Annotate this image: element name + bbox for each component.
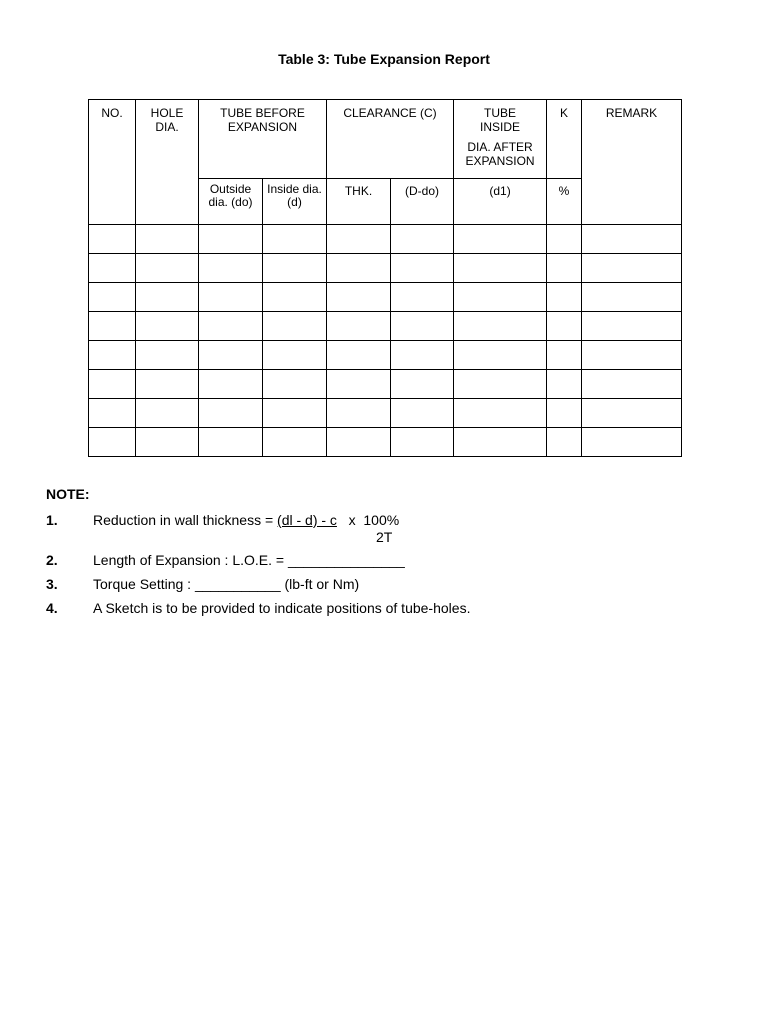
note-number: 2. (46, 552, 58, 568)
table-cell (547, 341, 582, 370)
table-cell (454, 341, 547, 370)
note-item (46, 552, 726, 576)
note-number: 3. (46, 576, 58, 592)
table-row (89, 312, 682, 341)
table-cell (136, 399, 199, 428)
subheader-percent: % (547, 179, 582, 225)
table-cell (136, 370, 199, 399)
notes-section (46, 486, 726, 624)
table-cell (547, 428, 582, 457)
table-cell (199, 370, 263, 399)
note-text (93, 512, 400, 545)
subheader-thk: THK. (327, 179, 391, 225)
table-cell (327, 341, 391, 370)
table-cell (454, 283, 547, 312)
tube-expansion-table (88, 99, 682, 457)
table-cell (454, 254, 547, 283)
table-cell (263, 341, 327, 370)
table-cell (263, 312, 327, 341)
formula-numerator: (dl - d) - c (277, 512, 337, 528)
subheader-inside-dia: Inside dia. (d) (263, 179, 327, 225)
table-cell (199, 283, 263, 312)
table-cell (391, 254, 454, 283)
table-cell (89, 428, 136, 457)
table-cell (89, 225, 136, 254)
table-cell (89, 370, 136, 399)
table-cell (454, 312, 547, 341)
table-row (89, 225, 682, 254)
table-cell (136, 341, 199, 370)
subheader-outside-dia: Outside dia. (do) (199, 179, 263, 225)
table-cell (327, 283, 391, 312)
table-cell (391, 428, 454, 457)
table-cell (327, 370, 391, 399)
table-cell (263, 283, 327, 312)
table-cell (199, 312, 263, 341)
table-cell (547, 254, 582, 283)
table-cell (89, 283, 136, 312)
table-cell (89, 254, 136, 283)
table-cell (391, 225, 454, 254)
table-cell (454, 225, 547, 254)
table-row (89, 254, 682, 283)
table-cell (89, 341, 136, 370)
header-k: K (547, 100, 582, 179)
table-cell (263, 254, 327, 283)
table-cell (547, 225, 582, 254)
table-cell (582, 370, 682, 399)
header-remark: REMARK (582, 100, 682, 225)
note-item (46, 512, 726, 552)
table-row (89, 341, 682, 370)
table-cell (136, 283, 199, 312)
table-cell (263, 428, 327, 457)
table-cell (391, 341, 454, 370)
note-text: Torque Setting : ___________ (lb-ft or Nm) (93, 576, 360, 592)
table-cell (454, 370, 547, 399)
header-hole-dia: HOLE DIA. (136, 100, 199, 179)
table-cell (89, 399, 136, 428)
table-cell (582, 341, 682, 370)
table-row (89, 428, 682, 457)
table-cell (263, 399, 327, 428)
table-cell (199, 225, 263, 254)
table-cell (327, 225, 391, 254)
table-cell (89, 312, 136, 341)
table-row (89, 370, 682, 399)
table-cell (547, 283, 582, 312)
subheader-d1: (d1) (454, 179, 547, 225)
header-no: NO. (89, 100, 136, 225)
table-cell (547, 370, 582, 399)
formula-tail: x 100% (336, 512, 400, 528)
table-cell (582, 225, 682, 254)
table-cell (582, 254, 682, 283)
formula-lead: Reduction in wall thickness = (93, 512, 278, 528)
table-cell (136, 254, 199, 283)
table-cell (136, 428, 199, 457)
table-cell (327, 428, 391, 457)
page-title: Table 3: Tube Expansion Report (278, 51, 490, 67)
table-cell (547, 399, 582, 428)
table-cell (199, 428, 263, 457)
header-tube-before: TUBE BEFORE EXPANSION (199, 100, 327, 179)
table-cell (327, 399, 391, 428)
table-cell (327, 254, 391, 283)
note-text: Length of Expansion : L.O.E. = _______________ (93, 552, 405, 568)
table-cell (582, 312, 682, 341)
table-cell (582, 283, 682, 312)
table-cell (199, 399, 263, 428)
table-cell (391, 370, 454, 399)
header-clearance: CLEARANCE (C) (327, 100, 454, 179)
table-cell (136, 225, 199, 254)
table-cell (391, 312, 454, 341)
table-cell (199, 341, 263, 370)
subheader-d-minus-do: (D-do) (391, 179, 454, 225)
header-tube-inside-after: TUBE INSIDE DIA. AFTER EXPANSION (454, 100, 547, 179)
table-cell (327, 312, 391, 341)
table-cell (582, 428, 682, 457)
table-cell (391, 399, 454, 428)
formula-denominator: 2T (376, 529, 393, 545)
table-cell (136, 312, 199, 341)
notes-heading: NOTE: (46, 486, 90, 502)
note-number: 4. (46, 600, 58, 616)
table-cell (454, 428, 547, 457)
note-item (46, 600, 726, 624)
table-row (89, 283, 682, 312)
table-cell (547, 312, 582, 341)
note-item (46, 576, 726, 600)
table-cell (263, 225, 327, 254)
table-row (89, 399, 682, 428)
table-cell (582, 399, 682, 428)
table-cell (391, 283, 454, 312)
table-cell (454, 399, 547, 428)
table-cell (263, 370, 327, 399)
table-cell (199, 254, 263, 283)
subheader-d (136, 179, 199, 225)
note-text: A Sketch is to be provided to indicate positions of tube-holes. (93, 600, 471, 616)
note-number: 1. (46, 512, 58, 528)
